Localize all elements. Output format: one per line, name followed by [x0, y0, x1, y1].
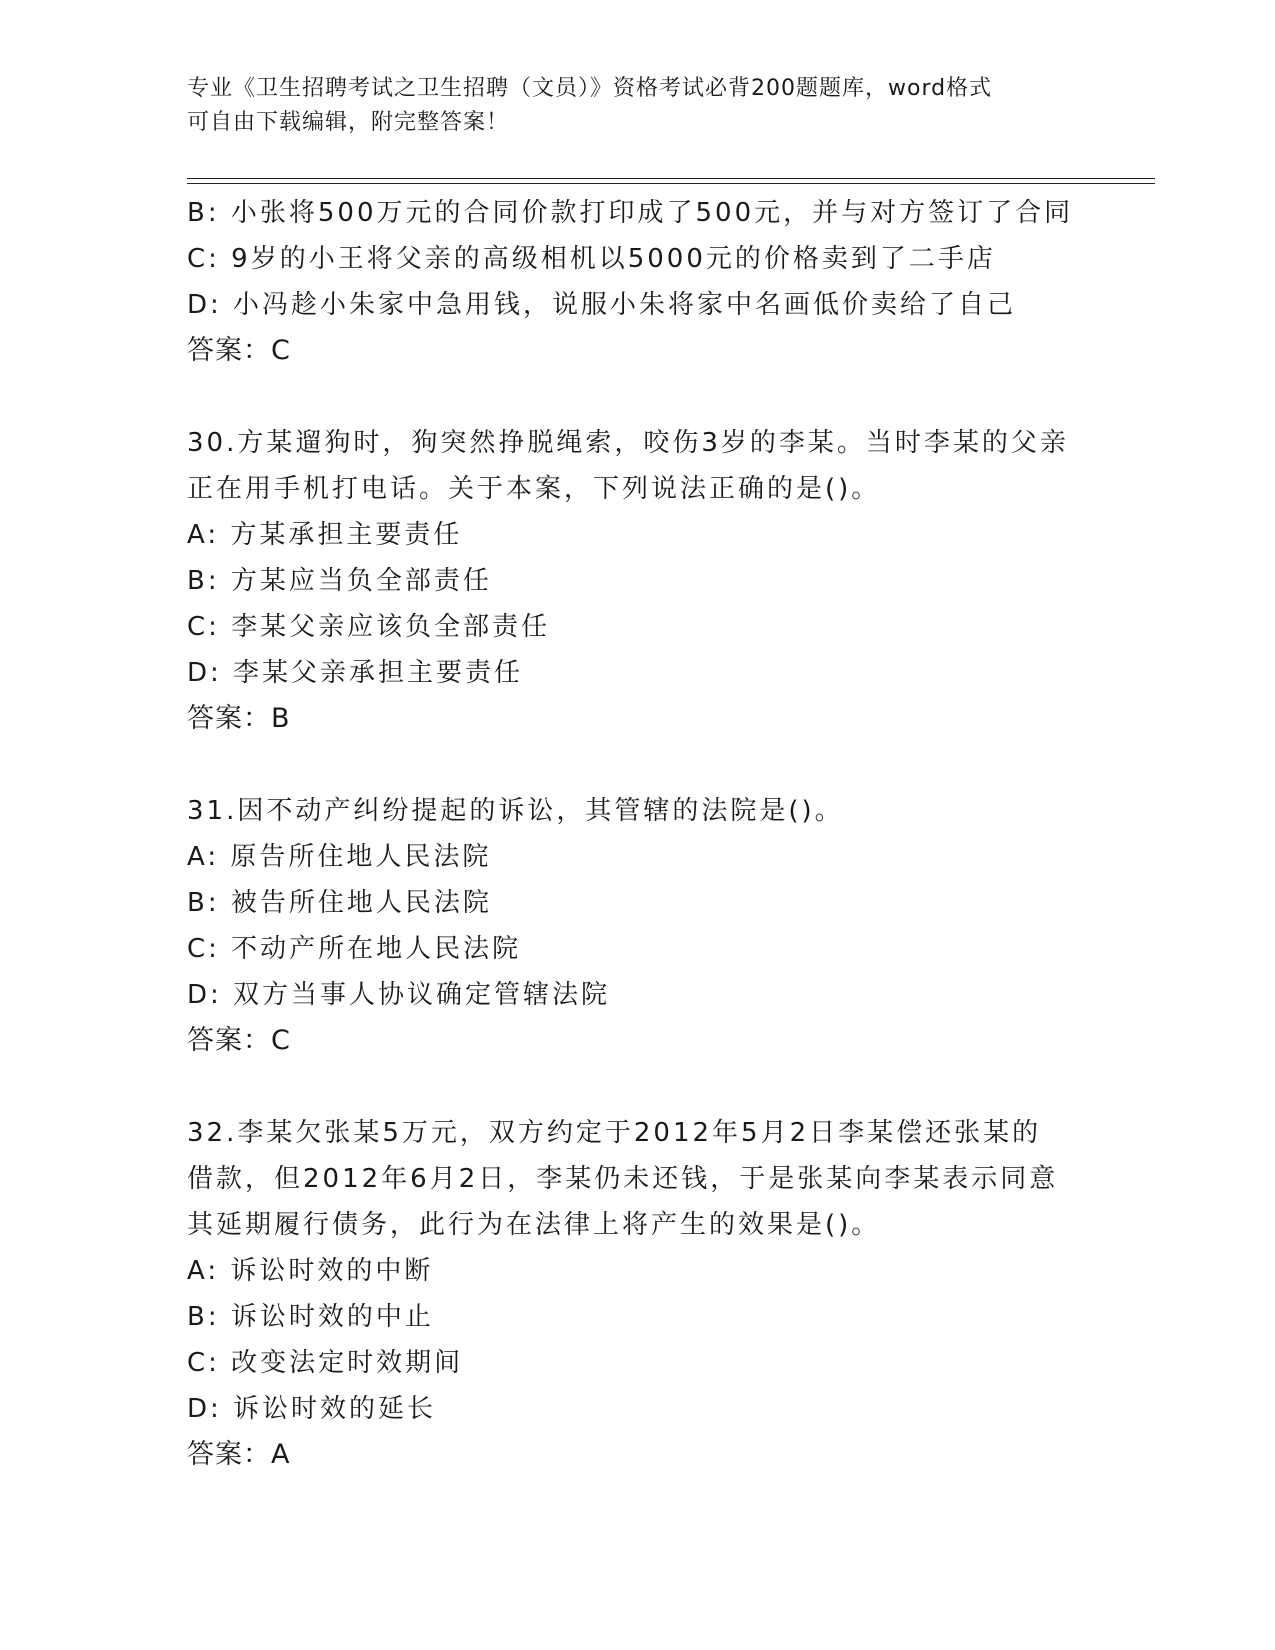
spacer	[187, 742, 1117, 788]
question-32	[187, 1110, 1117, 1478]
spacer	[187, 1064, 1117, 1110]
page-header	[187, 72, 1087, 140]
question-stem: 31.因不动产纠纷提起的诉讼，其管辖的法院是()。	[187, 796, 844, 826]
header-rule-top	[187, 178, 1155, 179]
question-stem: 30.方某遛狗时，狗突然挣脱绳索，咬伤3岁的李某。当时李某的父亲	[187, 428, 1069, 458]
option-a: A: 原告所住地人民法院	[187, 842, 492, 872]
option-c: C: 9岁的小王将父亲的高级相机以5000元的价格卖到了二手店	[187, 244, 996, 274]
option-c: C: 李某父亲应该负全部责任	[187, 612, 551, 642]
option-c: C: 改变法定时效期间	[187, 1348, 464, 1378]
answer: 答案：C	[187, 1025, 291, 1056]
question-stem: 32.李某欠张某5万元，双方约定于2012年5月2日李某偿还张某的	[187, 1118, 1042, 1148]
option-d: D: 诉讼时效的延长	[187, 1394, 437, 1424]
answer: 答案：B	[187, 703, 291, 734]
option-c: C: 不动产所在地人民法院	[187, 934, 522, 964]
option-d: D: 李某父亲承担主要责任	[187, 658, 524, 688]
question-list	[187, 190, 1117, 1478]
question-stem: 其延期履行债务，此行为在法律上将产生的效果是()。	[187, 1210, 881, 1240]
header-line-1: 专业《卫生招聘考试之卫生招聘（文员）》资格考试必背200题题库，word格式	[187, 76, 993, 101]
option-b: B: 被告所住地人民法院	[187, 888, 492, 918]
option-b: B: 方某应当负全部责任	[187, 566, 492, 596]
option-d: D: 小冯趁小朱家中急用钱，说服小朱将家中名画低价卖给了自己	[187, 290, 1017, 320]
question-29-continued	[187, 190, 1117, 374]
option-b: B: 诉讼时效的中止	[187, 1302, 434, 1332]
option-a: A: 方某承担主要责任	[187, 520, 463, 550]
answer: 答案：C	[187, 335, 291, 366]
question-stem: 正在用手机打电话。关于本案，下列说法正确的是()。	[187, 474, 881, 504]
question-30	[187, 420, 1117, 742]
header-rule-bottom	[187, 183, 1155, 184]
option-b: B: 小张将500万元的合同价款打印成了500元，并与对方签订了合同	[187, 198, 1074, 228]
option-d: D: 双方当事人协议确定管辖法院	[187, 980, 611, 1010]
option-a: A: 诉讼时效的中断	[187, 1256, 434, 1286]
spacer	[187, 374, 1117, 420]
question-stem: 借款，但2012年6月2日，李某仍未还钱，于是张某向李某表示同意	[187, 1164, 1059, 1194]
answer: 答案：A	[187, 1439, 291, 1470]
header-line-2: 可自由下载编辑，附完整答案！	[187, 110, 510, 135]
question-31	[187, 788, 1117, 1064]
